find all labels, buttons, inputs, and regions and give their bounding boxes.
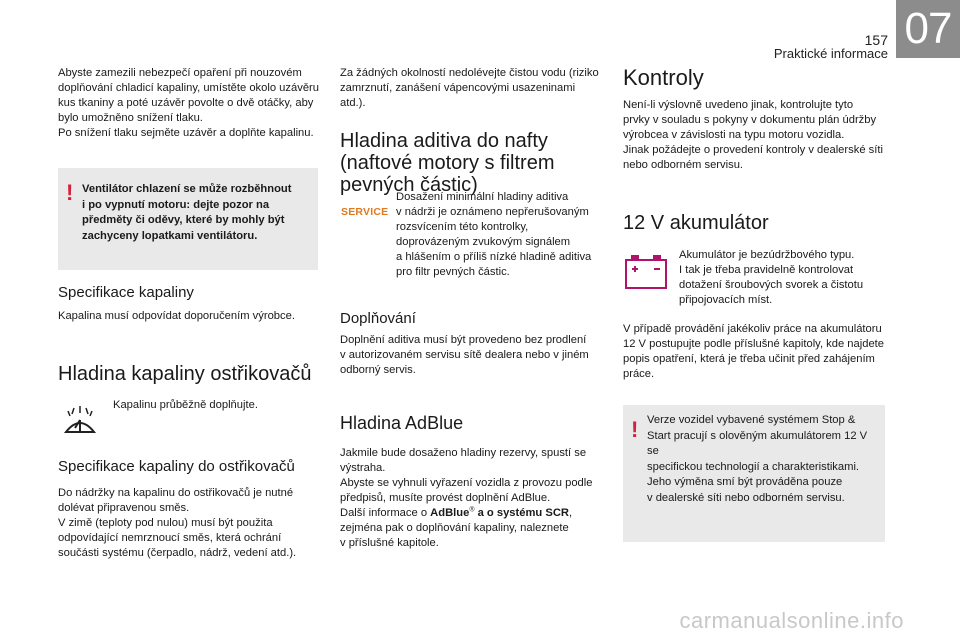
text-line: dotažení šroubových svorek a čistotu [679,279,864,291]
text-line: odborný servis. [340,364,416,376]
additive-heading [340,130,602,196]
text-line: předpisů, musíte provést doplnění AdBlue. [340,492,551,504]
text-line: výstraha. [340,462,386,474]
battery-heading: 12 V akumulátor [623,212,769,234]
page-number: 157 [864,32,888,48]
adblue-more-prefix: Další informace o [340,507,431,519]
text-line: nebo odborném servisu. [623,159,744,171]
column-1 [58,66,320,141]
text-line: výrobcea v závislosti na typu motoru vozidla. [623,129,845,141]
text-line: Akumulátor je bezúdržbového typu. [679,249,855,261]
scr-bold: a o systému SCR [474,507,569,519]
adblue-heading: Hladina AdBlue [340,413,464,433]
text-line: Abyste zamezili nebezpečí opaření při nouzovém [58,67,302,79]
text-line: Start pracují s olověným akumulátorem 12 V se [647,429,868,457]
text-line: zachyceny lopatkami ventilátoru. [82,229,258,242]
text-line: V případě provádění jakékoliv práce na akumulátoru [623,323,882,335]
text-line: Do nádržky na kapalinu do ostřikovačů je nutné [58,487,294,499]
text-line: Abyste se vyhnuli vyřazení vozidla z provozu podle [340,477,593,489]
adblue-bold: AdBlue [430,507,470,519]
text-line: i po vypnutí motoru: dejte pozor na [82,198,270,211]
text-line: Ventilátor chlazení se může rozběhnout [82,183,292,195]
text-line: prvky v souladu s pokyny v dokumentu plán údržby [623,114,877,126]
text-line: zejména pak o doplňování kapaliny, naleznete [340,522,569,534]
text-line: odpovídající nemrznoucí směs, která ochrání [58,532,282,544]
warning-icon: ! [66,180,74,205]
heading-line: (naftové motory s filtrem [340,152,555,174]
text-line: Dosažení minimální hladiny aditiva [396,191,569,203]
text-line: dolévat připravenou směs. [58,502,190,514]
text-line: atd.). [340,97,366,109]
text-line: v příslušné kapitole. [340,537,439,549]
washer-level-text: Kapalinu průběžně doplňujte. [113,399,258,411]
text-line: součásti systému (čerpadlo, nádrž, vedení atd.). [58,547,297,559]
text-line: Jinak požádejte o provedení kontroly v dealerské síti [623,144,883,156]
text-line: V zimě (teploty pod nulou) musí být použita [58,517,273,529]
text-line: předměty či oděvy, které by mohly být [82,214,285,226]
text-line: I tak je třeba pravidelně kontrolovat [679,264,854,276]
heading-line: pevných částic) [340,174,478,196]
text-line: Není-li výslovně uvedeno jinak, kontrolujte tyto [623,99,854,111]
text-line: doplňování chladicí kapaliny, umístěte okolo uzávěru [58,82,319,94]
text-line: v autorizovaném servisu sítě dealera nebo v jiném [340,349,589,361]
washer-level-heading: Hladina kapaliny ostřikovačů [58,363,312,385]
windscreen-washer-icon [60,404,100,438]
text-line: práce. [623,368,655,380]
text-line: Jeho výměna smí být prováděna pouze [647,476,843,488]
stop-start-warning-box [623,405,885,542]
additive-text [396,190,606,280]
washer-spec-heading: Specifikace kapaliny do ostřikovačů [58,458,295,475]
stop-start-warning-text [647,413,873,506]
column-2-intro [340,66,602,111]
text-line: doprovázeným zvukovým signálem [396,236,571,248]
fan-warning-box [58,168,318,270]
text-line: v dealerské síti nebo odborném servisu. [647,491,845,504]
heading-line: Hladina aditiva do nafty [340,130,548,152]
text-line: Doplnění aditiva musí být provedeno bez prodlení [340,334,587,346]
warning-icon: ! [631,417,639,442]
text-line: Verze vozidel vybavené systémem Stop & [647,414,856,426]
battery-work-text [623,322,885,382]
text-line: bylo umožněno snížení tlaku. [58,112,203,124]
text-line: a hlášením o příliš nízké hladině aditiva [396,251,592,263]
service-icon: SERVICE [341,206,389,218]
coolant-spec-text: Kapalina musí odpovídat doporučením výrobce. [58,310,295,322]
coolant-intro-text [58,66,320,141]
adblue-more-line [340,506,602,521]
fan-warning-text [82,182,306,244]
coolant-spec-heading: Specifikace kapaliny [58,284,194,301]
text-line: kus tkaniny a poté uzávěr povolte o dvě otáčky, aby [58,97,314,109]
text-line: pro filtr pevných částic. [396,266,510,278]
text-line: v nádrži je oznámeno nepřerušovaným [396,206,589,218]
text-line: Jakmile bude dosaženo hladiny rezervy, spustí se [340,447,587,459]
chapter-tab: 07 [896,0,960,58]
adblue-text [340,446,602,551]
adblue-more-suffix: , [569,507,573,519]
text-line: Po snížení tlaku sejměte uzávěr a doplňte kapalinu. [58,127,314,139]
checks-text [623,98,885,173]
washer-spec-text [58,486,320,561]
battery-text [679,248,885,308]
registered-mark: ® [469,506,475,514]
battery-icon [623,252,669,292]
refill-text [340,333,602,378]
text-line: 12 V postupujte podle příslušné kapitoly, kde najdete [623,338,885,350]
watermark: carmanualsonline.info [679,608,904,633]
refill-heading: Doplňování [340,310,416,327]
checks-heading: Kontroly [623,65,704,90]
text-line: specifickou technologií a charakteristikami. [647,460,860,473]
text-line: Za žádných okolností nedolévejte čistou vodu (riziko [340,67,599,79]
text-line: popis opatření, která je třeba učinit před zahájením [623,353,875,365]
text-line: rozsvícením této kontrolky, [396,221,529,233]
header-title: Praktické informace [773,46,888,61]
text-line: zamrznutí, zanášení vápencovými usazeninami [340,82,576,94]
text-line: připojovacích míst. [679,294,773,306]
